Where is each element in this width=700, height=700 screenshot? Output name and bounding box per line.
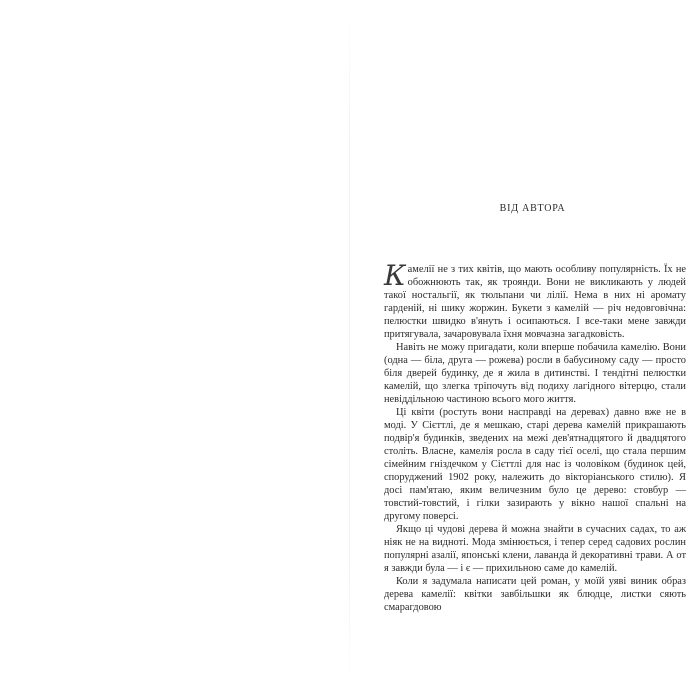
paragraph-4: Якщо ці чудові дерева й можна знайти в сучасних садах, то аж ніяк не на видноті. Мода змінюється, і тепер серед садових рослин популярні азалії, японські клени, лаванда й декоративні трави. А от я завжди була — і є — прихильною саме до камелій. xyxy=(384,524,686,574)
paragraph-2: Навіть не можу пригадати, коли вперше побачила камелію. Вони (одна — біла, друга — рожева) росли в бабусиному саду — просто біля дверей будинку, де я жила в дитинстві. І тендітні пелюстки камелій, що злегка тріпочуть від подиху лагідного вітерцю, стали невіддільною частиною всього мого життя. xyxy=(384,342,686,405)
drop-cap: К xyxy=(384,259,406,292)
paragraph-3: Ці квіти (ростуть вони насправді на деревах) давно вже не в моді. У Сієттлі, де я мешкаю, старі дерева камелій прикрашають подвір'я будинків, зведених на межі дев'ятнадцятого й двадцятого століть. Власне, камелія росла в саду тієї оселі, що стала першим сімейним гніздечком у Сієттлі для нас із чоловіком (будинок цей, споруджений 1902 року, належить до вікторіанського стилю). Я досі пам'ятаю, яким величезним було це дерево: стовбур — товстий-товстий, і гілки зазирають у вікно нашої спальні на другому поверсі. xyxy=(384,407,686,522)
paragraph-1-text: амелії не з тих квітів, що мають особливу популярність. Їх не обожнюють так, як троянди. Вони не викликають у людей такої ностальгії, як тюльпани чи лілії. Нема в них ні аромату гарденій, ні шику жоржин. Букети з камелій — річ недовговічна: пелюстки швидко в'януть і осипаються. І все-таки мене завжди притягувала, зачаровувала їхня мовчазна загадковість. xyxy=(384,264,686,340)
paragraph-5: Коли я задумала написати цей роман, у моїй уяві виник образ дерева камелії: квітки завбільшки як блюдце, листки сяють смарагдовою xyxy=(384,576,686,613)
section-title: ВІД АВТОРА xyxy=(499,203,566,214)
paragraph-1 xyxy=(384,259,686,341)
author-foreword-text xyxy=(384,259,686,614)
page-gutter xyxy=(349,0,350,700)
